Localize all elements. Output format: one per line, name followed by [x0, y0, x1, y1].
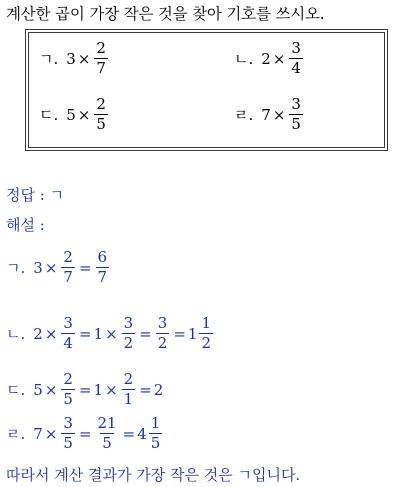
answer-line: 정답 : ㄱ	[6, 186, 65, 204]
option-a: ㄱ. 3 × $\frac{2}{7}$	[39, 39, 106, 77]
fraction: $\frac{3}{4}$	[291, 39, 301, 77]
solution-b: ㄴ. 2 × $\frac{3}{4}$ = 1 × $\frac{3}{2}$ = $\frac{3}{2}$ = 1 $\frac{1}{2}$	[6, 314, 211, 352]
solution-c: ㄷ. 5 × $\frac{2}{5}$ = 1 × $\frac{2}{1}$ = 2	[6, 370, 164, 408]
explanation-title: 해설 :	[6, 216, 45, 234]
option-label: ㄷ.	[39, 106, 59, 124]
solution-d: ㄹ. 7 × $\frac{3}{5}$ = $\frac{21}{5}$ = 4 $\frac{1}{5}$	[6, 414, 161, 452]
fraction: $\frac{2}{5}$	[96, 95, 106, 133]
option-label: ㄴ.	[234, 50, 254, 68]
option-label: ㄹ.	[234, 106, 254, 124]
option-d: ㄹ. 7 × $\frac{3}{5}$	[234, 95, 301, 133]
option-label: ㄱ.	[39, 50, 59, 68]
option-c: ㄷ. 5 × $\frac{2}{5}$	[39, 95, 106, 133]
fraction: $\frac{3}{5}$	[291, 95, 301, 133]
question-text: 계산한 곱이 가장 작은 것을 찾아 기호를 쓰시오.	[6, 5, 325, 23]
fraction: $\frac{2}{7}$	[96, 39, 106, 77]
conclusion-text: 따라서 계산 결과가 가장 작은 것은 ㄱ입니다.	[6, 466, 301, 484]
solution-a: ㄱ. 3 × $\frac{2}{7}$ = $\frac{6}{7}$	[6, 248, 108, 286]
options-box	[28, 32, 385, 148]
option-b: ㄴ. 2 × $\frac{3}{4}$	[234, 39, 301, 77]
